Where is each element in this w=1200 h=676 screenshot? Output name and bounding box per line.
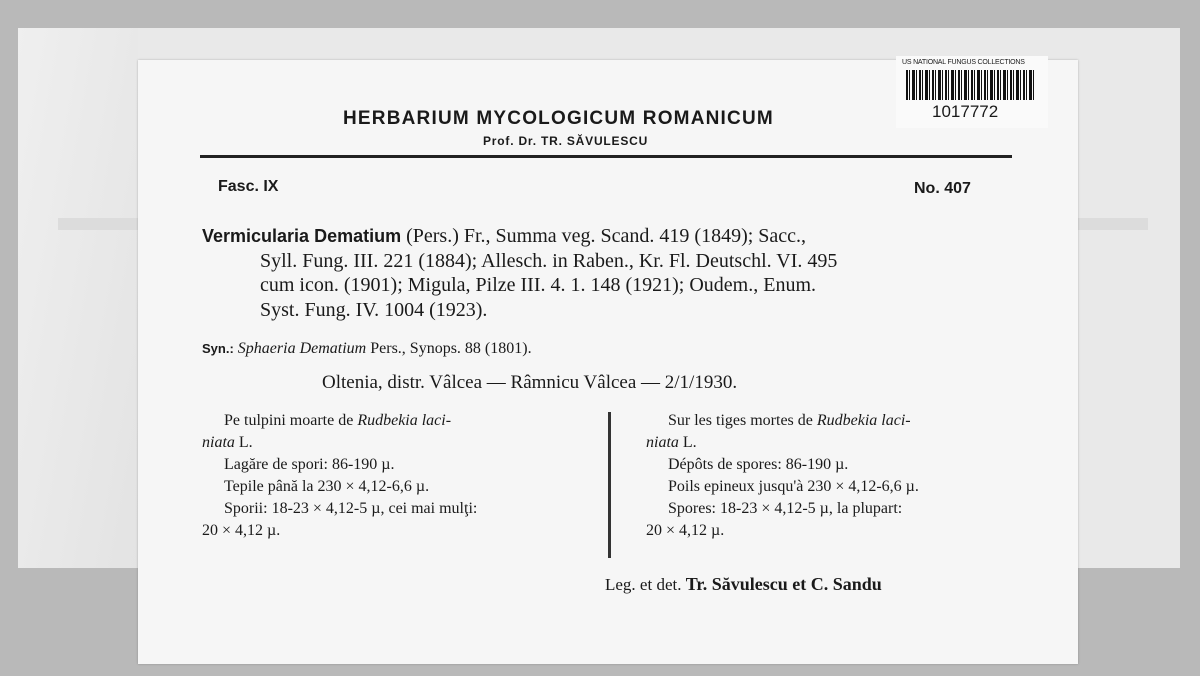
ro-spores-cont: 20 × 4,12 µ. xyxy=(202,522,281,539)
synonym xyxy=(202,340,532,358)
taxon-citation xyxy=(202,224,1022,322)
ro-host: Rudbekia laci- xyxy=(357,412,452,429)
synonym-label: Syn.: xyxy=(202,341,234,356)
citation-line-4: Syst. Fung. IV. 1004 (1923). xyxy=(260,298,488,321)
fr-host-cont: niata xyxy=(646,434,679,451)
ro-spores: Sporii: 18-23 × 4,12-5 µ, cei mai mulţi: xyxy=(224,500,478,517)
fr-host-author: L. xyxy=(678,434,697,451)
fr-sori: Dépôts de spores: 86-190 µ. xyxy=(668,456,849,473)
barcode-icon xyxy=(906,70,1036,100)
ro-host-intro: Pe tulpini moarte de xyxy=(224,412,358,429)
fascicle: Fasc. IX xyxy=(218,178,279,195)
citation-line-3: cum icon. (1901); Migula, Pilze III. 4. 1. 148 (1921); Oudem., Enum. xyxy=(260,274,817,296)
collector-prefix: Leg. et det. xyxy=(605,575,686,594)
locality: Oltenia, distr. Vâlcea — Râmnicu Vâlcea — 2/1/1930. xyxy=(322,372,738,393)
fr-spores: Spores: 18-23 × 4,12-5 µ, la plupart: xyxy=(668,500,903,517)
fr-host-intro: Sur les tiges mortes de xyxy=(668,412,817,429)
romanian-description xyxy=(202,410,602,542)
ro-host-cont: niata xyxy=(202,434,235,451)
taxon-name: Vermicularia Dematium xyxy=(202,226,402,246)
collector-names: Tr. Săvulescu et C. Sandu xyxy=(685,574,882,594)
column-divider xyxy=(608,412,611,558)
fr-spines: Poils epineux jusqu'à 230 × 4,12-6,6 µ. xyxy=(668,478,919,495)
french-description xyxy=(646,410,1026,542)
citation-line-2: Syll. Fung. III. 221 (1884); Allesch. in Raben., Kr. Fl. Deutschl. VI. 495 xyxy=(260,249,838,272)
collector-line xyxy=(605,574,882,595)
citation-line-1: (Pers.) Fr., Summa veg. Scand. 419 (1849); Sacc., xyxy=(401,225,807,247)
barcode-label xyxy=(896,56,1048,128)
ro-spines: Tepile până la 230 × 4,12-6,6 µ. xyxy=(224,478,430,495)
herbarium-title: HERBARIUM MYCOLOGICUM ROMANICUM xyxy=(343,108,774,129)
barcode-number: 1017772 xyxy=(932,102,999,121)
synonym-name: Sphaeria Dematium xyxy=(237,340,367,357)
header-divider xyxy=(200,155,1012,158)
envelope-fold xyxy=(18,28,138,568)
fr-spores-cont: 20 × 4,12 µ. xyxy=(646,522,725,539)
synonym-citation: Pers., Synops. 88 (1801). xyxy=(366,340,532,357)
fr-host: Rudbekia laci- xyxy=(816,412,911,429)
barcode-institution: US NATIONAL FUNGUS COLLECTIONS xyxy=(902,59,1025,66)
ro-host-author: L. xyxy=(234,434,253,451)
herbarium-subtitle: Prof. Dr. TR. SĂVULESCU xyxy=(483,134,649,148)
specimen-number: No. 407 xyxy=(914,180,971,197)
ro-sori: Lagăre de spori: 86-190 µ. xyxy=(224,456,395,473)
